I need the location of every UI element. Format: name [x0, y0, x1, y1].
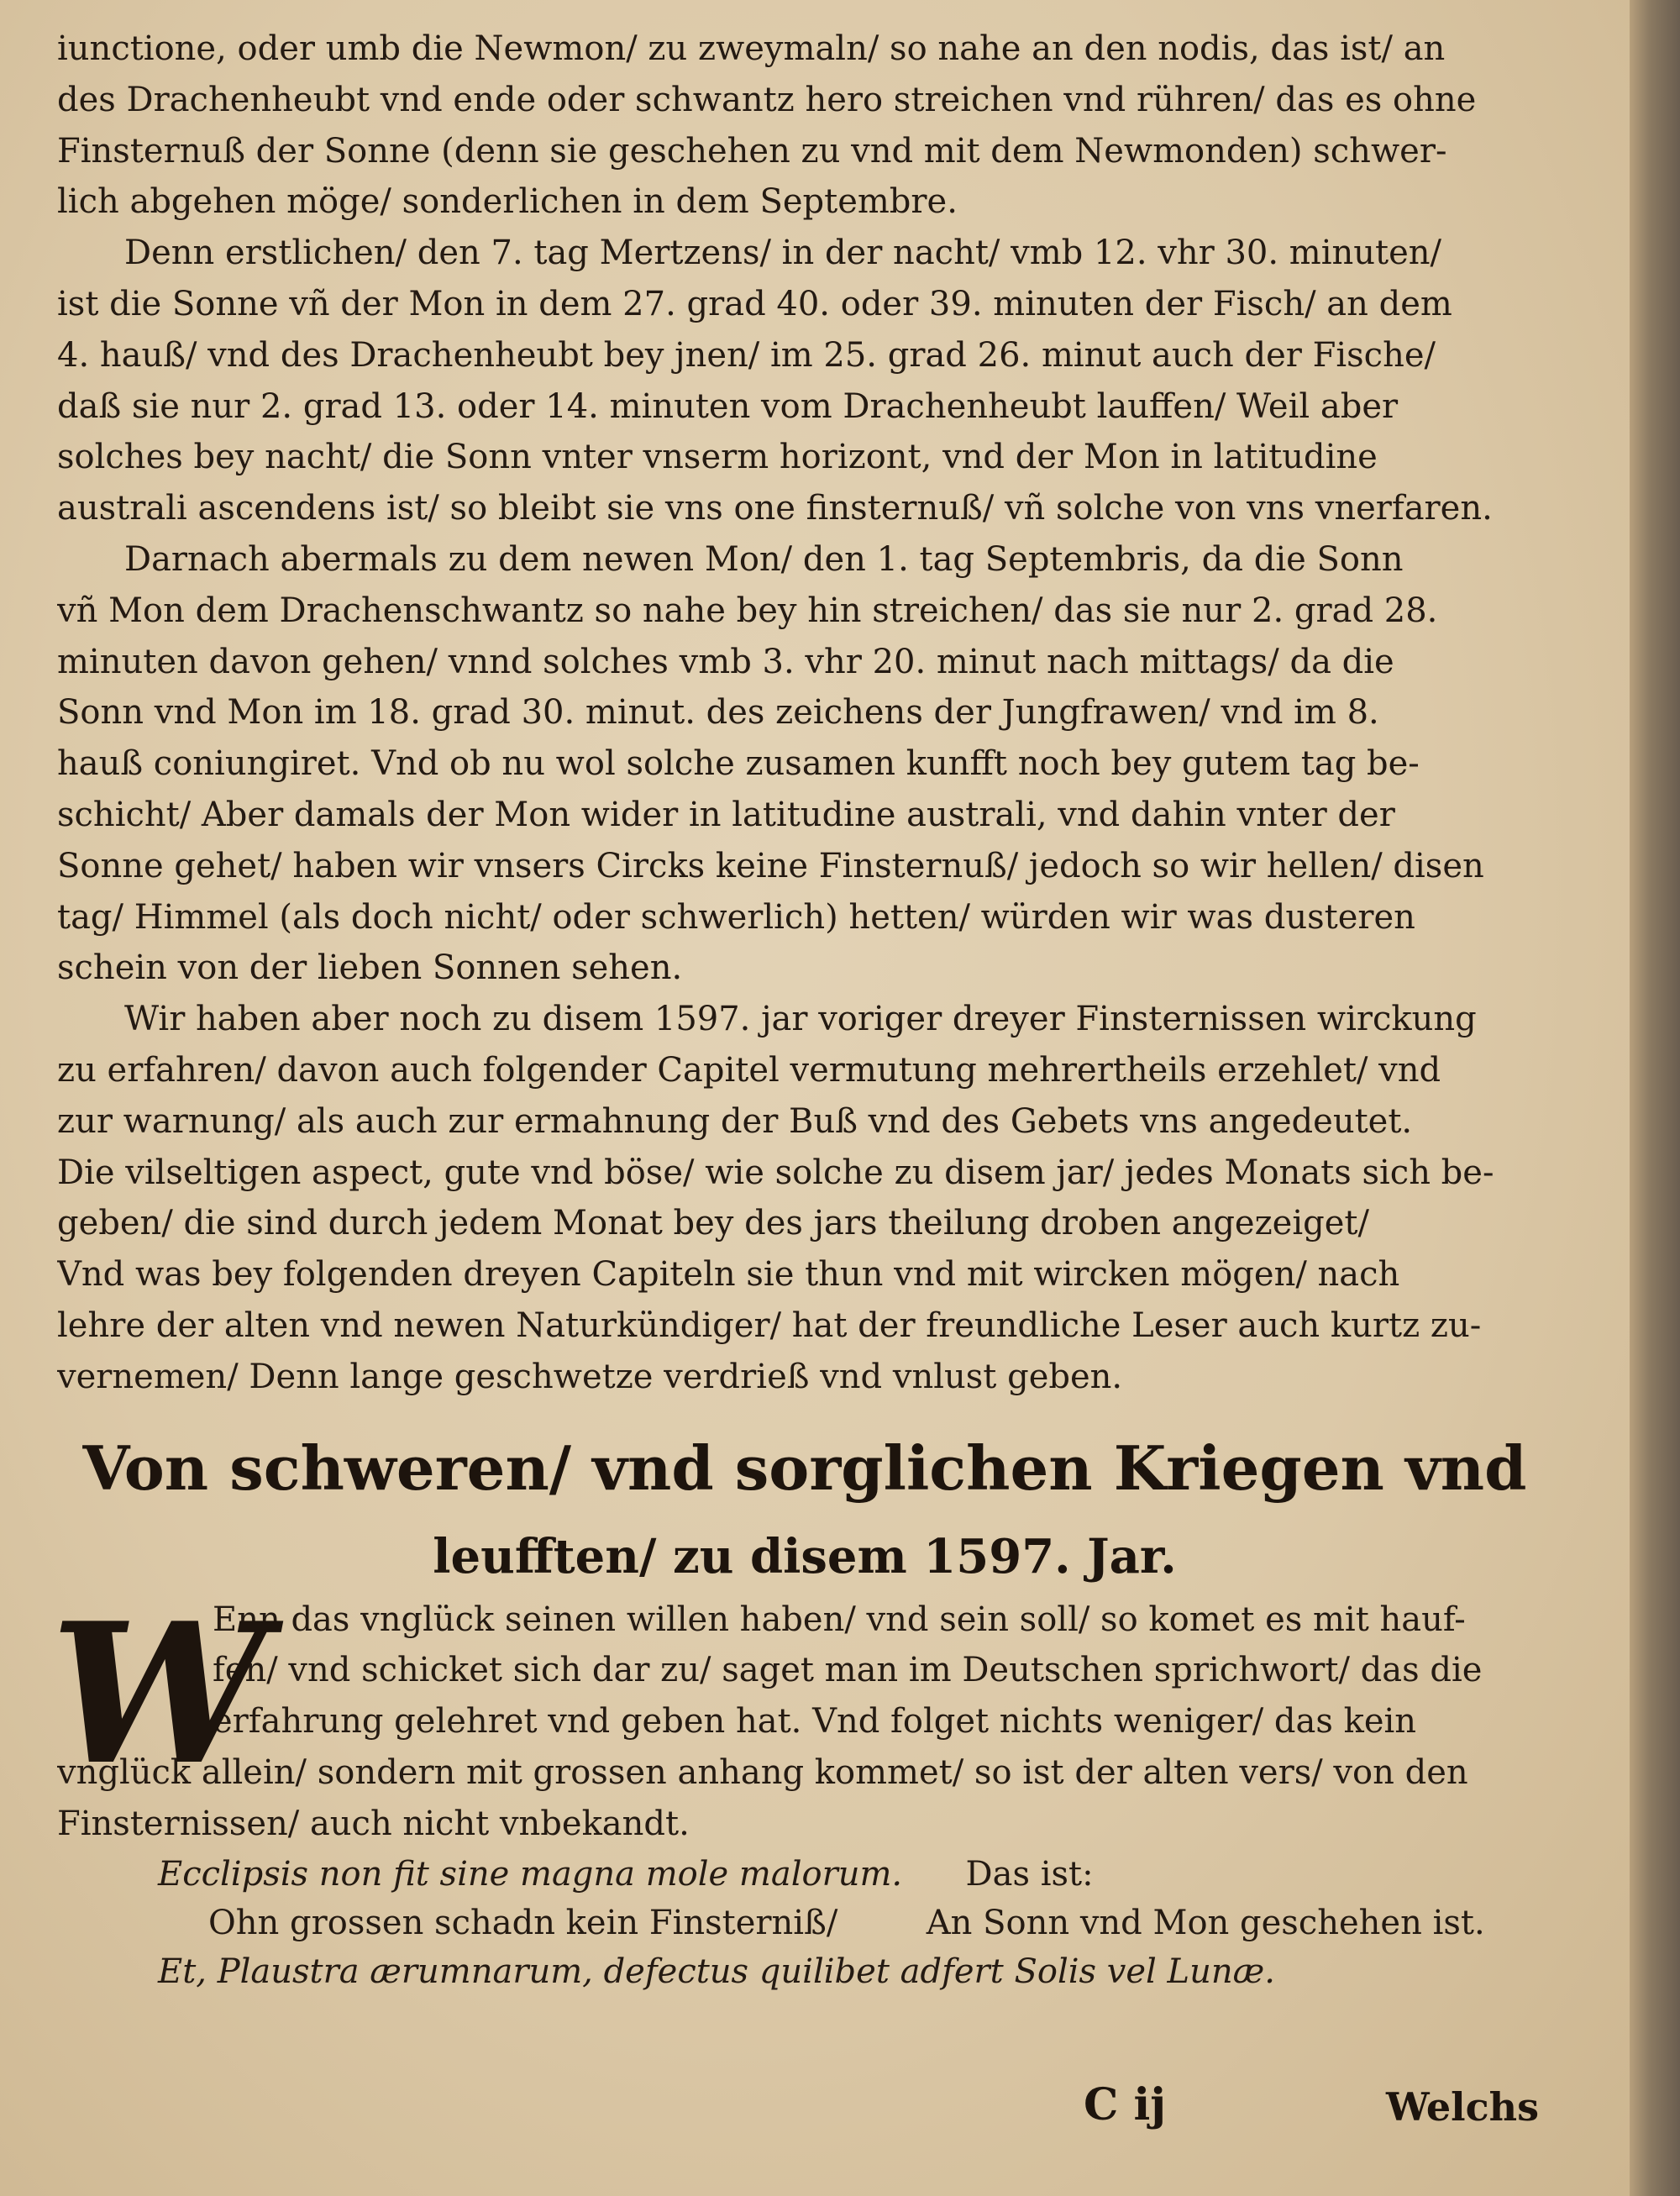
- text-line: vnglück allein/ sondern mit grossen anhang kommet/ so ist der alten vers/ von den: [57, 1752, 1468, 1792]
- text-line: schicht/ Aber damals der Mon wider in latitudine australi, vnd dahin vnter der: [57, 795, 1395, 834]
- german-verse-b: An Sonn vnd Mon geschehen ist.: [926, 1903, 1485, 1942]
- text-line: vernemen/ Denn lange geschwetze verdrieß vnd vnlust geben.: [57, 1357, 1123, 1396]
- verse-block: [57, 1850, 1552, 1996]
- paragraph-1: [57, 24, 1552, 228]
- signature-mark: C ij: [1084, 2079, 1167, 2130]
- paragraph-4: [57, 994, 1552, 1402]
- text-line: schein von der lieben Sonnen sehen.: [57, 948, 683, 988]
- text-line: geben/ die sind durch jedem Monat bey des jars theilung droben angezeiget/: [57, 1204, 1369, 1243]
- text-line: lich abgehen möge/ sonderlichen in dem Septembre.: [57, 182, 958, 222]
- text-line: tag/ Himmel (als doch nicht/ oder schwerlich) hetten/ würden wir was dusteren: [57, 897, 1415, 937]
- text-line: Finsternissen/ auch nicht vnbekandt.: [57, 1804, 690, 1843]
- text-line: vñ Mon dem Drachenschwantz so nahe bey hin streichen/ das sie nur 2. grad 28.: [57, 591, 1438, 630]
- text-line: des Drachenheubt vnd ende oder schwantz hero streichen vnd rühren/ das es ohne: [57, 80, 1477, 119]
- page-footer: [0, 2079, 1630, 2146]
- text-line: daß sie nur 2. grad 13. oder 14. minuten vom Drachenheubt lauffen/ Weil aber: [57, 386, 1399, 426]
- section-subheading: leufften/ zu disem 1597. Jar.: [433, 1528, 1177, 1584]
- text-line: erfahrung gelehret vnd geben hat. Vnd folget nichts weniger/ das kein: [213, 1702, 1417, 1742]
- catchword: Welchs: [1386, 2084, 1540, 2130]
- book-edge: [1630, 0, 1680, 2196]
- german-verse-a: Ohn grossen schadn kein Finsterniß/: [208, 1903, 838, 1942]
- verse-row: [57, 1899, 1552, 1947]
- text-line: fen/ vnd schicket sich dar zu/ saget man im Deutschen sprichwort/ das die: [213, 1651, 1483, 1690]
- text-line: zur warnung/ als auch zur ermahnung der Buß vnd des Gebets vns angedeutet.: [57, 1101, 1413, 1141]
- text-line: zu erfahren/ davon auch folgender Capitel vermutung mehrertheils erzehlet/ vnd: [57, 1050, 1441, 1090]
- text-line: Vnd was bey folgenden dreyen Capiteln sie thun vnd mit wircken mögen/ nach: [57, 1255, 1400, 1295]
- text-line: ist die Sonne vñ der Mon in dem 27. grad 40. oder 39. minuten der Fisch/ an dem: [57, 284, 1452, 323]
- latin-verse-1: Ecclipsis non fit sine magna mole malorum.: [158, 1854, 903, 1894]
- section-heading: Von schweren/ vnd sorglichen Kriegen vnd: [82, 1432, 1527, 1504]
- text-line: iunctione, oder umb die Newmon/ zu zweymaln/ so nahe an den nodis, das ist/ an: [57, 29, 1446, 68]
- text-line: Wir haben aber noch zu disem 1597. jar voriger dreyer Finsternissen wirckung: [124, 1000, 1477, 1039]
- text-line: Sonn vnd Mon im 18. grad 30. minut. des zeichens der Jungfrawen/ vnd im 8.: [57, 693, 1379, 733]
- decorated-initial: W: [50, 1580, 268, 1808]
- text-line: lehre der alten vnd newen Naturkündiger/ hat der freundliche Leser auch kurtz zu-: [57, 1306, 1482, 1345]
- paragraph-2: [57, 228, 1552, 534]
- text-line: australi ascendens ist/ so bleibt sie vns one finsternuß/ vñ solche von vns vnerfaren.: [57, 489, 1493, 528]
- text-line: hauß coniungiret. Vnd ob nu wol solche zusamen kunfft noch bey gutem tag be-: [57, 744, 1420, 784]
- paragraph-5: [57, 1594, 1552, 1850]
- text-line: 4. hauß/ vnd des Drachenheubt bey jnen/ im 25. grad 26. minut auch der Fische/: [57, 335, 1436, 375]
- text-line: Denn erstlichen/ den 7. tag Mertzens/ in der nacht/ vmb 12. vhr 30. minuten/: [124, 234, 1442, 273]
- section-body: [50, 1580, 1552, 1850]
- latin-verse-2: Et, Plaustra ærumnarum, defectus quilibet adfert Solis vel Lunæ.: [158, 1952, 1275, 1991]
- das-ist-label: Das ist:: [965, 1854, 1094, 1894]
- text-line: solches bey nacht/ die Sonn vnter vnserm horizont, vnd der Mon in latitudine: [57, 438, 1378, 477]
- page-text: [50, 24, 1552, 1996]
- text-line: Enn das vnglück seinen willen haben/ vnd sein soll/ so komet es mit hauf-: [213, 1600, 1466, 1639]
- text-line: Sonne gehet/ haben wir vnsers Circks keine Finsternuß/ jedoch so wir hellen/ disen: [57, 846, 1484, 885]
- text-line: Die vilseltigen aspect, gute vnd böse/ wie solche zu disem jar/ jedes Monats sich be-: [57, 1153, 1494, 1192]
- text-line: Darnach abermals zu dem newen Mon/ den 1. tag Septembris, da die Sonn: [124, 539, 1404, 579]
- verse-row: [57, 1850, 1552, 1899]
- paragraph-3: [57, 534, 1552, 994]
- text-line: Finsternuß der Sonne (denn sie geschehen zu vnd mit dem Newmonden) schwer-: [57, 131, 1447, 171]
- text-line: minuten davon gehen/ vnnd solches vmb 3. vhr 20. minut nach mittags/ da die: [57, 642, 1394, 681]
